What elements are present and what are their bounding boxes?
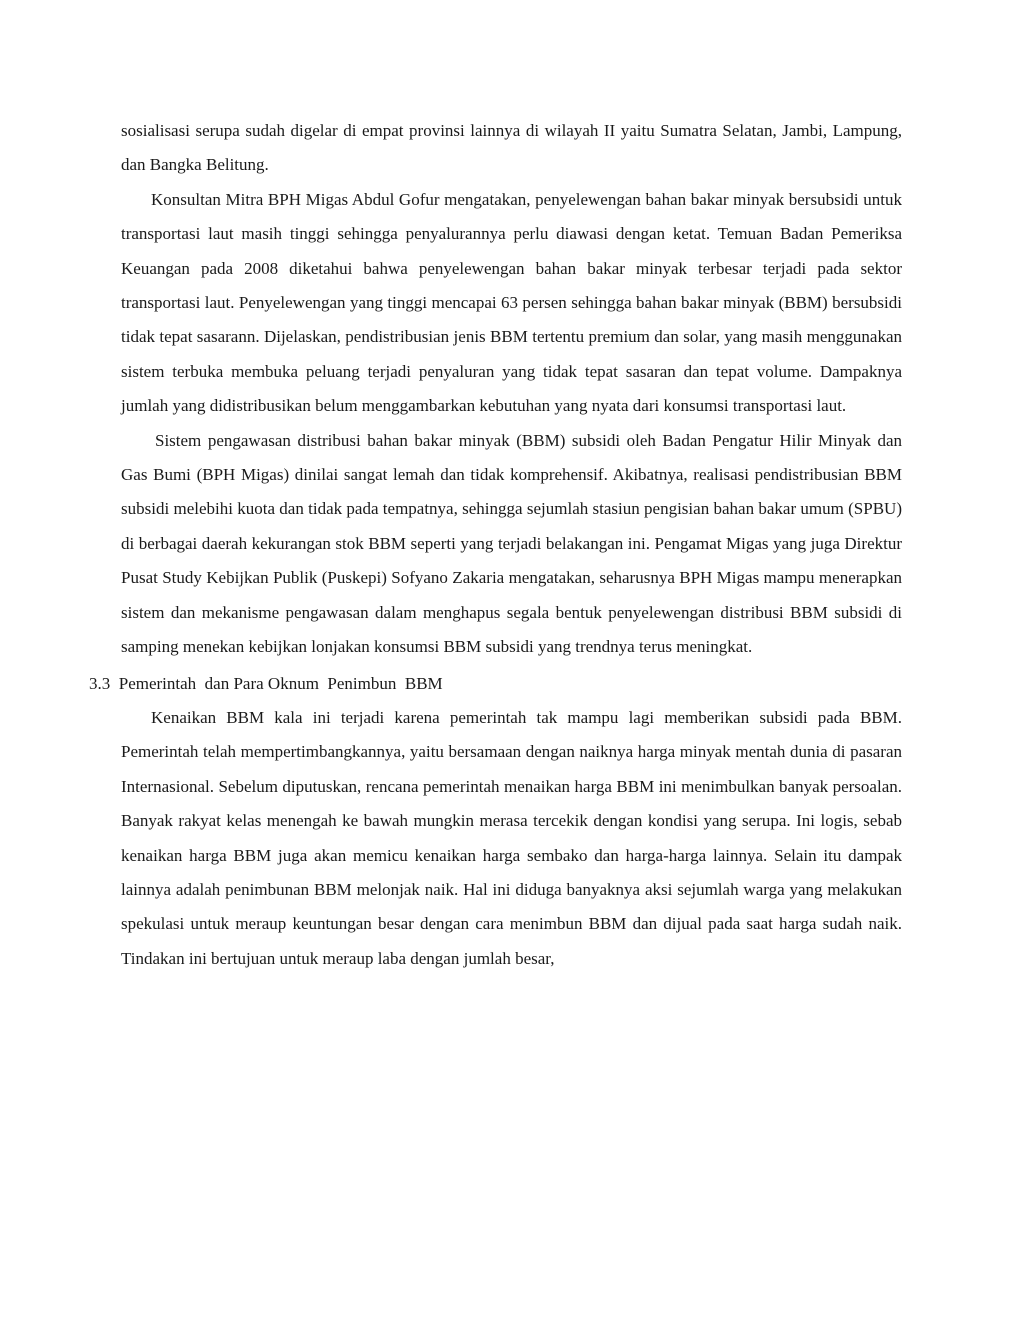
paragraph-fuel-price-increase: Kenaikan BBM kala ini terjadi karena pemerintah tak mampu lagi memberikan subsidi pada BBM. Pemerintah telah mempertimbangkannya, yaitu bersamaan dengan naiknya harga minyak mentah dunia di pasaran Internasional. Sebelum diputuskan, rencana pemerintah menaikan harga BBM ini menimbulkan banyak persoalan. Banyak rakyat kelas menengah ke bawah mungkin merasa tercekik dengan kondisi yang serupa. Ini logis, sebab kenaikan harga BBM juga akan memicu kenaikan harga sembako dan harga-harga lainnya. Selain itu dampak lainnya adalah penimbunan BBM melonjak naik. Hal ini diduga banyaknya aksi sejumlah warga yang melakukan spekulasi untuk meraup keuntungan besar dengan cara menimbun BBM dan dijual pada saat harga sudah naik. Tindakan ini bertujuan untuk meraup laba dengan jumlah besar, <box>121 707 902 968</box>
paragraph-supervision-system: Sistem pengawasan distribusi bahan bakar minyak (BBM) subsidi oleh Badan Pengatur Hilir Minyak dan Gas Bumi (BPH Migas) dinilai sangat lemah dan tidak komprehensif. Akibatnya, realisasi pendistribusian BBM subsidi melebihi kuota dan tidak pada tempatnya, sehingga sejumlah stasiun pengisian bahan bakar umum (SPBU) di berbagai daerah kekurangan stok BBM seperti yang terjadi belakangan ini. Pengamat Migas yang juga Direktur Pusat Study Kebijkan Publik (Puskepi) Sofyano Zakaria mengatakan, seharusnya BPH Migas mampu menerapkan sistem dan mekanisme pengawasan dalam menghapus segala bentuk penyelewengan distribusi BBM subsidi di samping menekan kebijkan lonjakan konsumsi BBM subsidi yang trendnya terus meningkat. <box>121 430 902 657</box>
section-heading <box>89 667 902 701</box>
document-body <box>89 114 902 976</box>
paragraph-continuation: sosialisasi serupa sudah digelar di empat provinsi lainnya di wilayah II yaitu Sumatra Selatan, Jambi, Lampung, dan Bangka Belitung. <box>121 121 902 175</box>
section-title: Pemerintah dan Para Oknum Penimbun BBM <box>118 673 443 693</box>
section-number: 3.3 <box>89 673 111 693</box>
paragraph-consultant-statement: Konsultan Mitra BPH Migas Abdul Gofur mengatakan, penyelewengan bahan bakar minyak bersubsidi untuk transportasi laut masih tinggi sehingga penyalurannya perlu diawasi dengan ketat. Temuan Badan Pemeriksa Keuangan pada 2008 diketahui bahwa penyelewengan bahan bakar minyak terbesar terjadi pada sektor transportasi laut. Penyelewengan yang tinggi mencapai 63 persen sehingga bahan bakar minyak (BBM) bersubsidi tidak tepat sasarann. Dijelaskan, pendistribusian jenis BBM tertentu premium dan solar, yang masih menggunakan sistem terbuka membuka peluang terjadi penyaluran yang tidak tepat sasaran dan tepat volume. Dampaknya jumlah yang didistribusikan belum menggambarkan kebutuhan yang nyata dari konsumsi transportasi laut. <box>121 189 902 416</box>
